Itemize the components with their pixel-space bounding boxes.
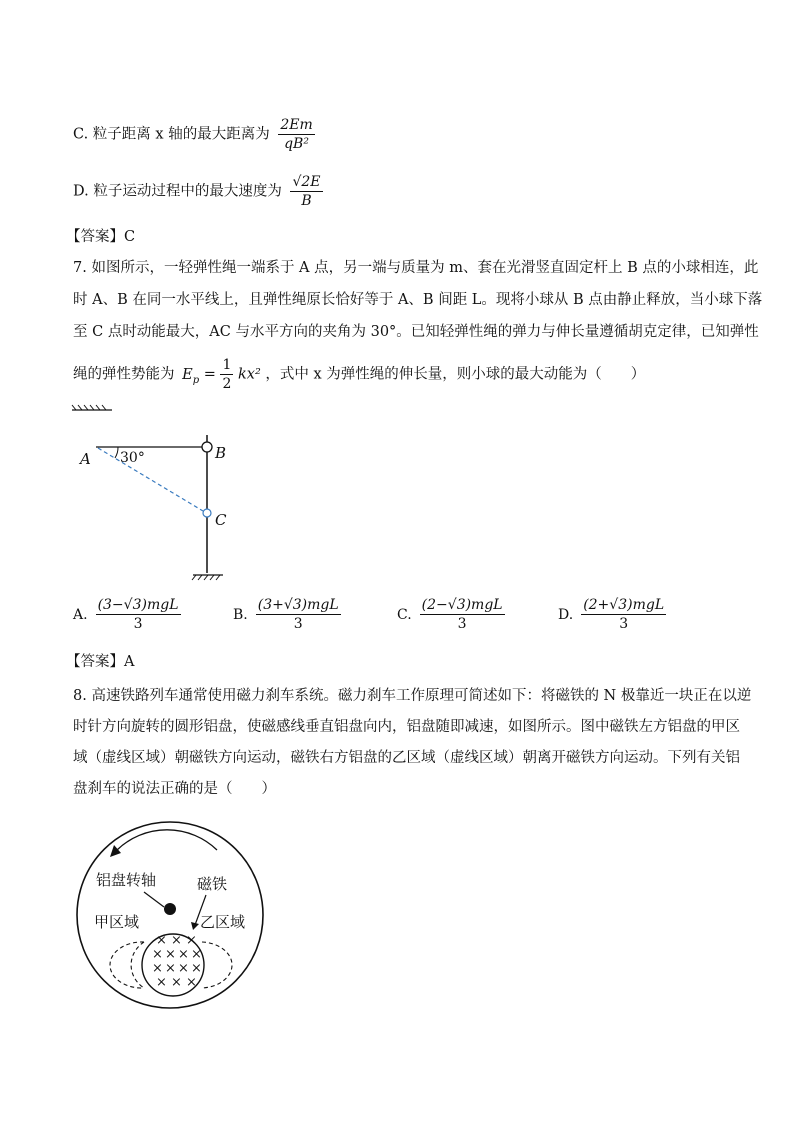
fraction-numerator: (3−√3)mgL [97, 597, 179, 613]
rotation-arrow [117, 830, 217, 850]
fraction-denominator: 3 [420, 614, 505, 633]
field-cross: × [191, 947, 202, 962]
field-cross: × [152, 961, 163, 976]
zone-right-dashed [202, 942, 232, 988]
field-cross: × [156, 975, 167, 990]
axis-dot [164, 903, 176, 915]
fraction-denominator: 3 [96, 614, 181, 633]
label-b: B [215, 444, 227, 462]
label-axis: 铝盘转轴 [96, 871, 157, 889]
rope-ac-dashed [98, 448, 203, 511]
q7-stem-line-4 [73, 356, 645, 393]
q8-figure [72, 812, 272, 1012]
field-cross: × [165, 947, 176, 962]
q6-option-c-fraction [278, 116, 314, 153]
angle-arc [115, 447, 118, 458]
label-angle: 30° [120, 450, 145, 466]
fraction-numerator: (2−√3)mgL [421, 597, 503, 613]
fraction-numerator: 2Em [280, 117, 313, 133]
label-zone-left: 甲区域 [94, 913, 140, 931]
q7-answer: 【答案】A [66, 654, 135, 670]
ball-b [202, 442, 212, 452]
option-label: D. [558, 606, 574, 623]
field-cross: × [178, 961, 189, 976]
zone-left-dashed-outer [110, 942, 144, 988]
field-cross: × [191, 961, 202, 976]
field-cross: × [171, 933, 182, 948]
label-c: C [215, 511, 227, 529]
fraction-numerator: (2+√3)mgL [583, 597, 665, 613]
option-label: C. [397, 606, 412, 623]
ball-c [203, 509, 211, 517]
axis-pointer [144, 892, 164, 907]
q7-stem-line-2: 时 A、B 在同一水平线上，且弹性绳原长恰好等于 A、B 间距 L。现将小球从 B 点由静止释放，当小球下落 [73, 292, 763, 308]
option-fraction [581, 596, 666, 633]
q8-stem-line-3: 域（虚线区域）朝磁铁方向运动，磁铁右方铝盘的乙区域（虚线区域）朝离开磁铁方向运动。下列有关铝 [73, 750, 740, 766]
q6-option-d-text: D. 粒子运动过程中的最大速度为 [73, 183, 282, 200]
label-a: A [80, 450, 91, 468]
fraction-numerator: (3+√3)mgL [257, 597, 339, 613]
ceiling-hatch [72, 405, 106, 410]
label-magnet: 磁铁 [197, 875, 228, 893]
option-fraction [420, 596, 505, 633]
fraction-numerator: √2E [292, 174, 321, 190]
label-zone-right: 乙区域 [200, 913, 246, 931]
magnet-pointer-head [191, 922, 199, 930]
fraction-denominator: 3 [581, 614, 666, 633]
field-cross: × [186, 933, 197, 948]
formula-fraction [220, 356, 233, 393]
rotation-arrowhead [110, 845, 121, 857]
q7-option-d [558, 596, 666, 633]
q7-stem-line-4-suffix: ，式中 x 为弹性绳的伸长量，则小球的最大动能为（ ） [265, 366, 646, 383]
field-cross: × [165, 961, 176, 976]
q7-stem-line-4-prefix: 绳的弹性势能为 [73, 366, 175, 383]
q8-stem-line-4: 盘刹车的说法正确的是（ ） [73, 781, 276, 797]
q8-stem-line-1: 8. 高速铁路列车通常使用磁力刹车系统。磁力刹车工作原理可简述如下：将磁铁的 N 极靠近一块正在以逆 [73, 688, 752, 704]
q8-stem-line-2: 时针方向旋转的圆形铝盘，使磁感线垂直铝盘向内，铝盘随即减速，如图所示。图中磁铁左方铝盘的甲区 [73, 719, 740, 735]
field-cross: × [186, 975, 197, 990]
field-cross: × [171, 975, 182, 990]
option-label: A. [73, 606, 88, 623]
q7-option-a [73, 596, 181, 633]
formula-tail: kx² [238, 366, 261, 383]
option-fraction [256, 596, 341, 633]
option-label: B. [233, 606, 248, 623]
fraction-denominator: 2 [222, 376, 232, 392]
fraction-denominator: B [290, 191, 322, 210]
q6-option-c [73, 116, 315, 153]
q6-option-c-text: C. 粒子距离 x 轴的最大距离为 [73, 126, 270, 143]
field-cross: × [178, 947, 189, 962]
q6-answer: 【答案】C [66, 229, 136, 245]
field-cross: × [156, 933, 167, 948]
fraction-denominator: qB² [278, 134, 314, 153]
fraction-numerator: 1 [222, 357, 232, 373]
field-cross: × [152, 947, 163, 962]
option-fraction [96, 596, 181, 633]
equals-sign: = [203, 366, 221, 383]
q6-option-d [73, 173, 323, 210]
q6-option-d-fraction [290, 173, 322, 210]
q7-option-c [397, 596, 505, 633]
rope-ab [96, 410, 205, 447]
formula-lhs: $E_p$ [182, 366, 200, 386]
ground-hatch [192, 575, 220, 580]
q7-stem-line-3: 至 C 点时动能最大，AC 与水平方向的夹角为 30°。已知轻弹性绳的弹力与伸长量遵循胡克定律，已知弹性 [73, 324, 759, 340]
q7-option-b [233, 596, 341, 633]
q7-stem-line-1: 7. 如图所示，一轻弹性绳一端系于 A 点，另一端与质量为 m、套在光滑竖直固定杆上 B 点的小球相连，此 [73, 260, 759, 276]
fraction-denominator: 3 [256, 614, 341, 633]
q7-figure [60, 395, 250, 585]
